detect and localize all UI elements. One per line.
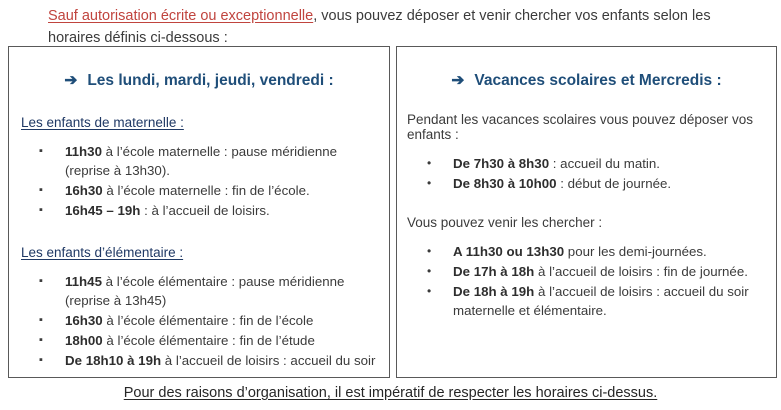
schedule-desc: : accueil du matin. — [549, 156, 660, 171]
square-bullet-icon: ▪ — [39, 275, 43, 287]
arrow-icon: ➔ — [64, 72, 78, 89]
schedule-desc: à l’école maternelle : pause méridienne (reprise à 13h30). — [65, 144, 338, 178]
schedule-desc: à l’école élémentaire : fin de l’école — [102, 313, 314, 328]
list-item — [39, 142, 379, 180]
square-bullet-icon: ▪ — [39, 314, 43, 326]
schedule-desc: à l’accueil de loisirs : accueil du soir maternelle et élémentaire. — [453, 284, 749, 318]
pickup-schedule-list — [397, 242, 776, 320]
holiday-schedule-box — [396, 46, 777, 378]
round-bullet-icon: • — [427, 284, 432, 298]
weekday-schedule-box — [8, 46, 390, 378]
schedule-desc: pour les demi-journées. — [564, 244, 707, 259]
list-item — [427, 242, 766, 261]
arrow-icon: ➔ — [451, 72, 465, 89]
pickup-intro: Vous pouvez venir les chercher : — [407, 215, 603, 230]
list-item — [39, 311, 379, 330]
round-bullet-icon: • — [427, 176, 432, 190]
list-item — [427, 154, 766, 173]
dropoff-intro: Pendant les vacances scolaires vous pouvez déposer vos enfants : — [407, 112, 753, 142]
weekday-box-title — [17, 71, 381, 90]
schedule-time: 16h45 – 19h — [65, 203, 141, 218]
round-bullet-icon: • — [427, 244, 432, 258]
schedule-time: A 11h30 ou 13h30 — [453, 244, 565, 259]
schedule-desc: à l’école élémentaire : fin de l’étude — [102, 333, 315, 348]
weekday-title-text: Les lundi, mardi, jeudi, vendredi : — [87, 72, 334, 89]
round-bullet-icon: • — [427, 264, 432, 278]
schedule-time: 16h30 — [65, 183, 103, 198]
list-item — [39, 181, 379, 200]
schedule-desc: à l’école élémentaire : pause méridienne (reprise à 13h45) — [65, 274, 345, 308]
schedule-time: De 18h10 à 19h — [65, 353, 162, 368]
square-bullet-icon: ▪ — [39, 145, 43, 157]
list-item — [39, 201, 379, 220]
elementaire-section-label: Les enfants d’élémentaire : — [21, 245, 184, 260]
schedule-desc: à l’école maternelle : fin de l’école. — [102, 183, 310, 198]
square-bullet-icon: ▪ — [39, 354, 43, 366]
schedule-time: 18h00 — [65, 333, 103, 348]
schedule-time: 16h30 — [65, 313, 103, 328]
list-item — [39, 331, 379, 350]
intro-paragraph — [48, 6, 743, 50]
maternelle-schedule-list — [9, 142, 389, 220]
list-item — [39, 351, 379, 370]
list-item — [427, 174, 766, 193]
schedule-time: 11h30 — [65, 144, 102, 159]
dropoff-schedule-list — [397, 154, 776, 193]
square-bullet-icon: ▪ — [39, 204, 43, 216]
schedule-desc: : début de journée. — [556, 176, 672, 191]
list-item — [427, 262, 766, 281]
schedule-desc: : à l’accueil de loisirs. — [140, 203, 270, 218]
list-item — [39, 272, 379, 310]
intro-text: , vous pouvez déposer et venir chercher vos enfants selon les horaires définis ci-dessous : — [48, 8, 711, 46]
schedule-time: De 18h à 19h — [453, 284, 535, 299]
schedule-time: De 7h30 à 8h30 — [453, 156, 550, 171]
footer-note: Pour des raisons d’organisation, il est impératif de respecter les horaires ci-dessus. — [123, 385, 658, 401]
square-bullet-icon: ▪ — [39, 334, 43, 346]
elementaire-schedule-list — [9, 272, 389, 370]
maternelle-section-label: Les enfants de maternelle : — [21, 115, 184, 130]
schedule-desc: à l’accueil de loisirs : accueil du soir — [161, 353, 376, 368]
square-bullet-icon: ▪ — [39, 184, 43, 196]
round-bullet-icon: • — [427, 156, 432, 170]
schedule-desc: à l’accueil de loisirs : fin de journée. — [534, 264, 748, 279]
holiday-box-title — [405, 71, 768, 90]
list-item — [427, 282, 766, 320]
schedule-time: 11h45 — [65, 274, 102, 289]
holiday-title-text: Vacances scolaires et Mercredis : — [474, 72, 722, 89]
schedule-time: De 17h à 18h — [453, 264, 535, 279]
intro-highlight: Sauf autorisation écrite ou exceptionnelle — [48, 8, 314, 24]
schedule-time: De 8h30 à 10h00 — [453, 176, 557, 191]
